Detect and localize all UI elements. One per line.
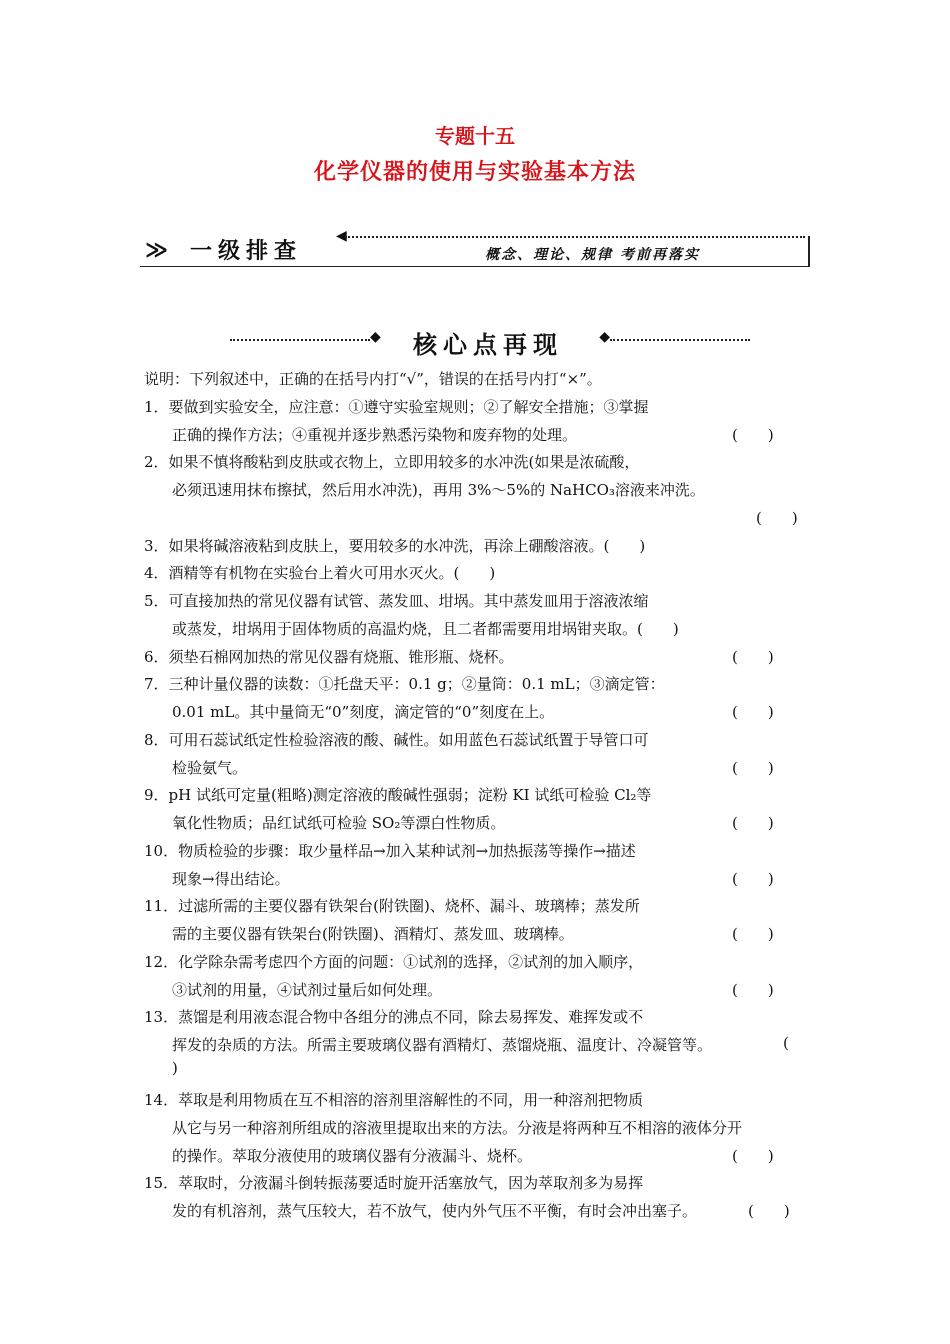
answer-bracket-open[interactable]: ( (783, 1034, 789, 1052)
banner-title: 一级排查 (190, 239, 303, 264)
item-2-line-1: 2．如果不慎将酸粘到皮肤或衣物上，立即用较多的水冲洗(如果是浓硫酸， (144, 453, 640, 471)
answer-bracket[interactable]: ( ) (732, 648, 774, 666)
item-14-line-3: 的操作。萃取分液使用的玻璃仪器有分液漏斗、烧杯。 (172, 1147, 533, 1165)
section-banner (140, 228, 820, 274)
item-14-line-1: 14．萃取是利用物质在互不相溶的溶剂里溶解性的不同，用一种溶剂把物质 (144, 1091, 644, 1109)
item-8-line-1: 8．可用石蕊试纸定性检验溶液的酸、碱性。如用蓝色石蕊试纸置于导管口可 (144, 731, 649, 749)
item-11-line-1: 11．过滤所需的主要仪器有铁架台(附铁圈)、烧杯、漏斗、玻璃棒；蒸发所 (144, 897, 640, 915)
answer-bracket[interactable]: ( ) (732, 703, 774, 721)
answer-bracket[interactable]: ( ) (756, 509, 798, 527)
item-10-line-2: 现象→得出结论。 (172, 870, 290, 888)
item-3-line-1: 3．如果将碱溶液粘到皮肤上，要用较多的水冲洗，再涂上硼酸溶液。( ) (144, 537, 646, 555)
item-15-line-2: 发的有机溶剂，蒸气压较大，若不放气，使内外气压不平衡，有时会冲出塞子。 (172, 1202, 698, 1220)
item-2-line-2: 必须迅速用抹布擦拭，然后用水冲洗)，再用 3%～5%的 NaHCO₃溶液来冲洗。 (172, 481, 705, 499)
item-7-line-2: 0.01 mL。其中量筒无“0”刻度，滴定管的“0”刻度在上。 (172, 703, 555, 721)
answer-bracket[interactable]: ( ) (732, 426, 774, 444)
item-12-line-2: ③试剂的用量，④试剂过量后如何处理。 (172, 981, 443, 999)
banner-divider (808, 236, 810, 266)
arrowhead-icon: ◀ (336, 228, 347, 244)
answer-bracket[interactable]: ( ) (748, 1202, 790, 1220)
answer-bracket[interactable]: ( ) (732, 814, 774, 832)
item-13-line-1: 13．蒸馏是利用液态混合物中各组分的沸点不同，除去易挥发、难挥发或不 (144, 1008, 644, 1026)
banner-underline (140, 266, 810, 267)
diamond-icon: ◆ (599, 329, 610, 345)
dotted-line-right (610, 339, 750, 341)
item-11-line-2: 需的主要仪器有铁架台(附铁圈)、酒精灯、蒸发皿、玻璃棒。 (172, 925, 574, 943)
answer-bracket[interactable]: ( ) (732, 870, 774, 888)
item-9-line-1: 9．pH 试纸可定量(粗略)测定溶液的酸碱性强弱；淀粉 KI 试纸可检验 Cl₂等 (144, 786, 652, 804)
answer-bracket[interactable]: ( ) (732, 759, 774, 777)
answer-bracket[interactable]: ( ) (732, 981, 774, 999)
item-15-line-1: 15．萃取时，分液漏斗倒转振荡要适时旋开活塞放气，因为萃取剂多为易挥 (144, 1174, 644, 1192)
topic-number: 专题十五 (435, 124, 515, 148)
banner-subtitle: 概念、理论、规律 考前再落实 (485, 247, 700, 263)
answer-bracket[interactable]: ( ) (732, 925, 774, 943)
answer-bracket[interactable]: ( ) (732, 1147, 774, 1165)
topic-title: 化学仪器的使用与实验基本方法 (313, 160, 636, 185)
item-10-line-1: 10．物质检验的步骤：取少量样品→加入某种试剂→加热振荡等操作→描述 (144, 842, 636, 860)
item-5-line-2: 或蒸发，坩埚用于固体物质的高温灼烧，且二者都需要用坩埚钳夹取。( ) (172, 620, 679, 638)
double-arrow-icon: ≫ (145, 238, 163, 263)
item-12-line-1: 12．化学除杂需考虑四个方面的问题：①试剂的选择，②试剂的加入顺序， (144, 953, 644, 971)
item-8-line-2: 检验氨气。 (172, 759, 248, 777)
banner-dotted-line (345, 236, 805, 238)
section-title: 核心点再现 (413, 331, 563, 359)
item-1-line-2: 正确的操作方法；④重视并逐步熟悉污染物和废弃物的处理。 (172, 426, 578, 444)
item-6-line-1: 6．须垫石棉网加热的常见仪器有烧瓶、锥形瓶、烧杯。 (144, 648, 514, 666)
diamond-icon: ◆ (370, 329, 381, 345)
item-13-line-2: 挥发的杂质的方法。所需主要玻璃仪器有酒精灯、蒸馏烧瓶、温度计、冷凝管等。 (172, 1036, 713, 1054)
item-4-line-1: 4．酒精等有机物在实验台上着火可用水灭火。( ) (144, 564, 496, 582)
item-14-line-2: 从它与另一种溶剂所组成的溶液里提取出来的方法。分液是将两种互不相溶的液体分开 (172, 1119, 743, 1137)
dotted-line-left (230, 339, 370, 341)
section-heading (230, 325, 750, 359)
instructions: 说明：下列叙述中，正确的在括号内打“√”，错误的在括号内打“×”。 (144, 370, 602, 388)
item-5-line-1: 5．可直接加热的常见仪器有试管、蒸发皿、坩埚。其中蒸发皿用于溶液浓缩 (144, 592, 649, 610)
answer-bracket-close: ) (172, 1059, 178, 1077)
item-7-line-1: 7．三种计量仪器的读数：①托盘天平：0.1 g；②量筒：0.1 mL；③滴定管： (144, 675, 665, 693)
item-9-line-2: 氧化性物质；品红试纸可检验 SO₂等漂白性物质。 (172, 814, 506, 832)
item-1-line-1: 1．要做到实验安全，应注意：①遵守实验室规则；②了解安全措施；③掌握 (144, 398, 649, 416)
